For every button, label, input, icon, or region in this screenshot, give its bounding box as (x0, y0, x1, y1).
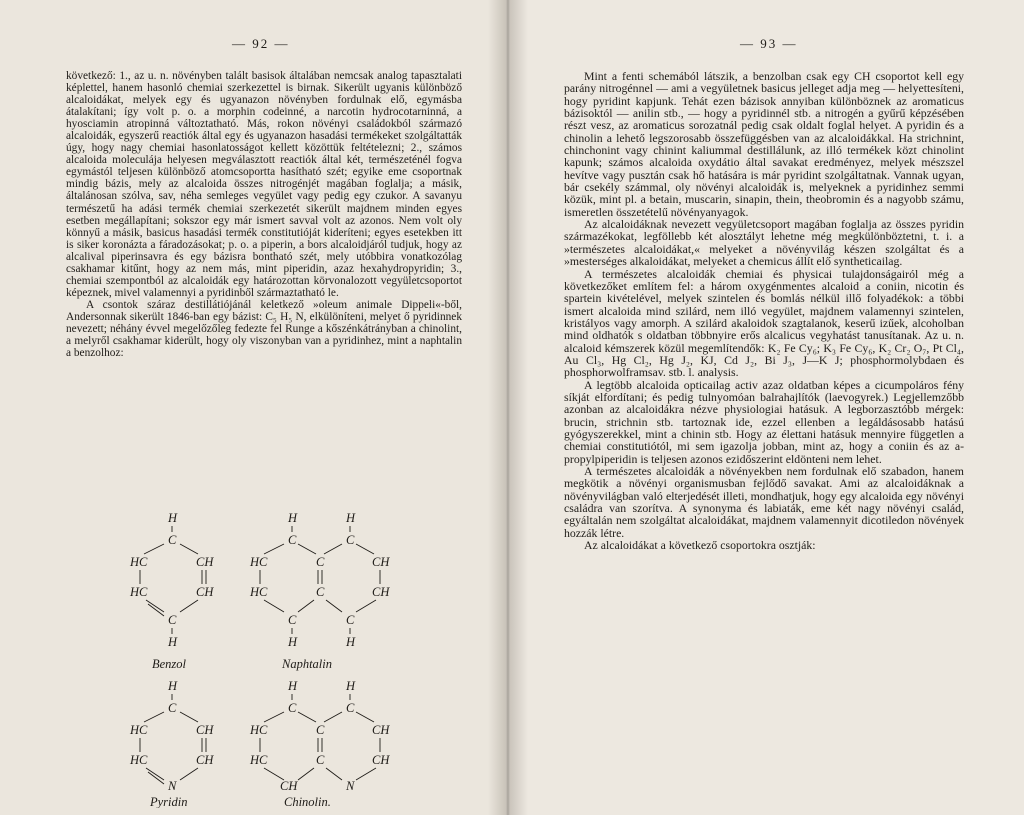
label-benzol: Benzol (152, 657, 187, 671)
atom-c: C (316, 585, 325, 599)
benzol-formula (129, 511, 214, 671)
paragraph: Az alcaloidáknak nevezett vegyületcsoport magában foglalja az összes pyridin származékokat, legföllebb két alosztályt lehetne még megkülönböztetni, t. i. a »természetes alcaloidákat,« melyeket a növényvilág készen szolgáltat és a »mesterséges alkaloidákat, melyeket a chemicus állít elő syntheticailag. (564, 217, 964, 269)
atom-h: H (288, 511, 298, 525)
paragraph: A legtöbb alcaloida opticailag activ azaz oldatban képes a cicumpoláros fény síkját elfordítani; és pedig tulnyomóan balrahajlítók (laevogyrek.) Legjellemzőbb azonban az alcaloidákra nézve physiologiai hatásuk. A legborzasztóbb mérgek: brucin, strichnin stb. tartoznak ide, ezzel ellenben a legáldásosabb hatású gyógyszerekkel, mint a chinin stb. Hogy az élettani hatásuk mennyire független a chemiai constitutiótól, mi sem igazolja jobban, mint az, hogy a coniin és az a-propylpiperidin is teljesen azonos ezidőszerint eldönteni nem lehet. (564, 377, 964, 466)
atom-h: H (346, 511, 356, 525)
atom-h: H (346, 679, 356, 693)
atom-hc: HC (250, 585, 268, 599)
atom-hc: HC (250, 753, 268, 767)
atom-ch: CH (196, 555, 214, 569)
left-page (0, 0, 508, 815)
atom-c: C (288, 613, 297, 627)
atom-h: H (168, 635, 178, 649)
atom-c: C (346, 701, 355, 715)
atom-c: C (288, 701, 297, 715)
atom-hc: HC (250, 555, 268, 569)
pyridin-formula (129, 679, 214, 808)
atom-c: C (168, 701, 177, 715)
atom-ch: CH (372, 753, 390, 767)
atom-n: N (168, 779, 177, 793)
atom-ch: CH (280, 779, 298, 793)
atom-c: C (168, 533, 177, 547)
paragraph: A csontok száraz destillátiójánál keletkező »oleum animale Dippeli«-ből, Andersonnak sikerült 1846-ban egy bázist: C₅ H₅ N, elkülöníteni, melyet ő pyridinnek nevezett; néhány évvel megelőzőleg fedezte fel Runge a kőszénkátrányban a chinolint, a melyről csakhamar kiderült, hogy oly viszonyban van a pyridinhez, mint a naphtalin a benzolhoz: (66, 298, 462, 360)
paragraph: Az alcaloidákat a következő csoportokra osztják: (584, 538, 816, 553)
right-page (508, 0, 1024, 815)
atom-n: N (346, 779, 355, 793)
atom-h: H (168, 511, 178, 525)
formula-diagram (100, 508, 430, 808)
atom-c: C (288, 533, 297, 547)
atom-h: H (346, 635, 356, 649)
atom-ch: CH (196, 723, 214, 737)
label-chinolin: Chinolin. (284, 795, 331, 808)
structural-formulas (100, 508, 430, 808)
atom-hc: HC (130, 723, 148, 737)
paragraph: következő: 1., az u. n. növényben talált basisok általában nemcsak analog tapasztalati képlettel, hanem hasonló chemiai szerkezettel is birnak. Sikerült ugyanis különböző alcaloidákat, melyek egy és ugyanazon növényben fordulnak elő, egymásba átalakítani; így volt p. o. a morphin codeinné, a narcotin hydrocotarninná, a hyosciamin atropinná változtatható. Más, rokon növényi családokból származó alcaloidák, egyszerű reactiók által egy és ugyanazon hasadási termékeket szolgáltatták úgy, hogy nagy chemiai hasonlatosságot kellett közöttük feltételezni; 2., számos alcaloida moleculája helyesen megválasztott reactiók által két, természeténél fogva egymástól teljesen különböző atomcsoportta hasítható szét; egyike eme csoportnak mindig bázis, mely az alcaloida összes nitrogénjét magában foglalja; a másik, általánosan szólva, sav, néha semleges vegyület vagy pedig egy czukor. A savanyu természetű ha adási termék chemiai szerkezetét sikerült majdnem minden egyes esetben megállapítani; sokszor egy már ismert savval volt az azonos. Nem volt oly könnyű a másik, basicus hasadási termék constitutióját kideríteni; egyes esetekben itt is siker koronázta a fáradozásokat; p. o. a piperin, a bors alcaloidjáról tudjuk, hogy az alcalival piperinsavra és egy bázisra bontható szét, mely utóbbira vonatkozólag csakhamar kitűnt, hogy az nem más, mint piperidin, azaz hexahydropyridin; 3., chemiai szempontból az alcaloidák egy határozottan körvonalozott vegyületcsoportot képeznek, mivel valamennyi a pyridinből származtatható le. (66, 70, 462, 299)
atom-h: H (288, 679, 298, 693)
atom-c: C (346, 533, 355, 547)
paragraph: A természetes alcaloidák chemiai és physicai tulajdonságairól még a következőket említem fel: a három oxygénmentes alcaloid a coniin, nicotin és spartein kivételével, melyek szintelen és bomlás nélkül illő folyadékok: a többi ismert alcaloida mind szilárd, nem illó vegyület, majdnem valamennyi szintelen, kristályos vagy amorph. A szilárd akaloidok szagtalanok, keserű izűek, alcoholban mind oldhatók s oldatban többnyire erős alcalicus vegyhatást tanusítanak. Az u. n. alcaloid kémszerek közül megemlítendők: K₂ Fe Cy₆; K₃ Fe Cy₆, K₂ Cr₂ O₇, Pt Cl₄, Au Cl₃, Hg Cl₂, Hg J₂, KJ, Cd J₂, Bi J₃, J—K J; phosphormolybdaen és phosphorwolframsav. stb. l. analysis. (564, 266, 964, 380)
paragraph: Mint a fenti schemából látszik, a benzolban csak egy CH csoportot kell egy parány nitrogénnel — ami a vegyületnek basicus jelleget adja meg — helyettesíteni, hogy pyridint kapjunk. Tehát ezen bázisok annyiban különböznek az aromaticus bázisoktól — anilin stb., — hogy a pyridinnél stb. a nitrogén a gyűrű képzésében részt vesz, az aromaticus sorozatnál pedig csak oldalt foglal helyet. A pyridin és a chinolin a lehető legszorosabb összefüggésben van az alcaloidákkal. Ha strichnint, chinchonint vagy chinint kaliummal destillálunk, az illó termékek közt chinolint kapunk; számos alcaloida oxydátio által savakat eredményez, melyek mészszel hevítve vagy pusztán csak hő hatására is már pyridint szolgáltatnak. Vannak ugyan, bár csekély számmal, oly növényi alcaloidák is, melyeknek a pyridinhez semmi közük, mint pl. a betain, muscarin, sinapin, thein, theobromin és a nagyobb számu, ismeretlen összetételű növényanyagok. (564, 69, 964, 219)
page-number: — 92 — (232, 36, 290, 51)
atom-hc: HC (130, 555, 148, 569)
chinolin-formula (249, 679, 390, 808)
label-pyridin: Pyridin (150, 795, 188, 808)
atom-c: C (316, 555, 325, 569)
atom-c: C (168, 613, 177, 627)
atom-h: H (288, 635, 298, 649)
atom-hc: HC (250, 723, 268, 737)
atom-c: C (346, 613, 355, 627)
paragraph: A természetes alcaloidák a növényekben nem fordulnak elő szabadon, hanem megkötik a növényi organismusban fejlődő savakat. Ami az alcaloidáknak a növényvilágban való elterjedését illeti, mondhatjuk, hogy egy alcaloida egy növényi családra van szorítva. A synonyma és labiaták, eme két nagy növényi család, egyáltalán nem szolgáltat alcaloidákat, majdnem valamennyit dicotiledon növények hozzák létre. (564, 464, 964, 540)
body-text (66, 70, 462, 359)
atom-ch: CH (372, 555, 390, 569)
atom-ch: CH (372, 723, 390, 737)
atom-c: C (316, 753, 325, 767)
atom-ch: CH (196, 753, 214, 767)
label-naphtalin: Naphtalin (282, 657, 333, 671)
body-text (564, 70, 964, 551)
atom-hc: HC (130, 753, 148, 767)
atom-ch: CH (196, 585, 214, 599)
atom-h: H (168, 679, 178, 693)
atom-c: C (316, 723, 325, 737)
naphtalin-formula (249, 511, 390, 671)
atom-hc: HC (130, 585, 148, 599)
page-number: — 93 — (740, 36, 798, 51)
atom-ch: CH (372, 585, 390, 599)
